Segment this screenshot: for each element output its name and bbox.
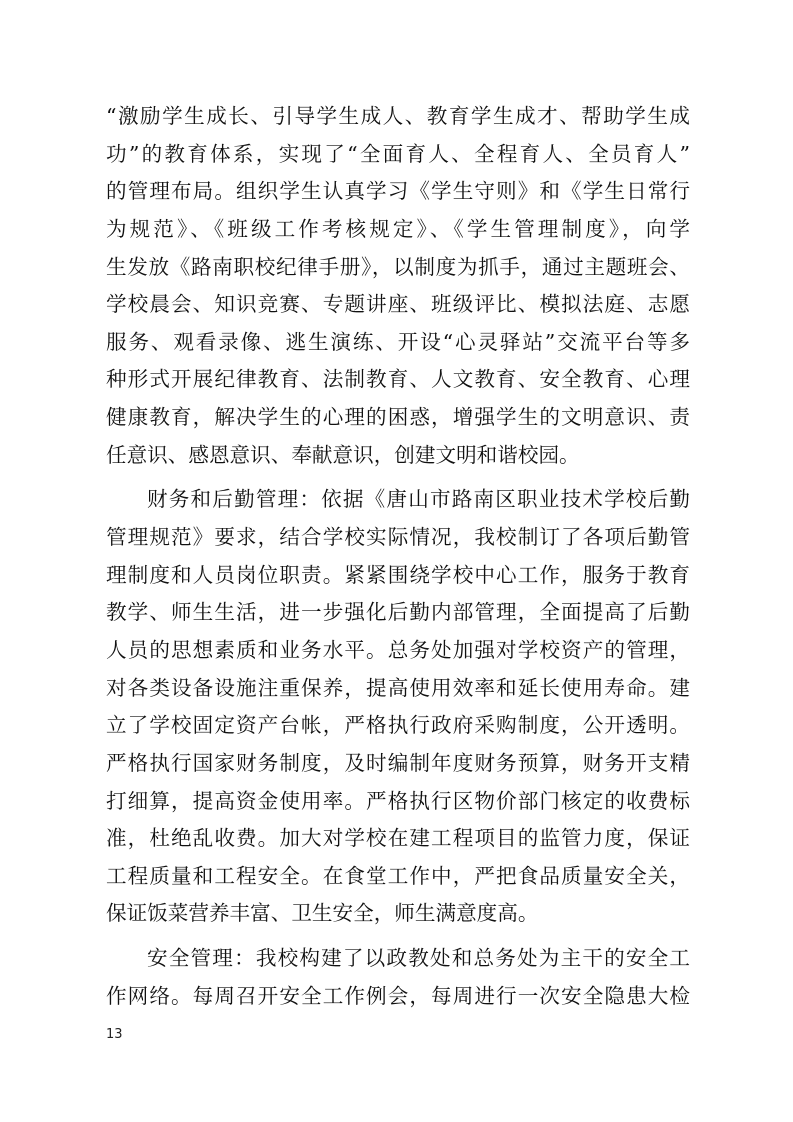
paragraph-safety-management bbox=[106, 940, 690, 1015]
text-line: 的管理布局。组织学生认真学习《学生守则》和《学生日常行 bbox=[106, 179, 690, 204]
text-line: 财务和后勤管理：依据《唐山市路南区职业技术学校后勤 bbox=[147, 487, 690, 512]
text-line: 安全管理：我校构建了以政教处和总务处为主干的安全工 bbox=[147, 946, 690, 971]
text-line: 种形式开展纪律教育、法制教育、人文教育、安全教育、心理 bbox=[106, 367, 690, 392]
text-line: 教学、师生生活，进一步强化后勤内部管理，全面提高了后勤 bbox=[106, 600, 690, 625]
text-line: 任意识、感恩意识、奉献意识，创建文明和谐校园。 bbox=[106, 442, 580, 467]
text-line: 生发放《路南职校纪律手册》，以制度为抓手，通过主题班会、 bbox=[106, 254, 690, 279]
text-line: 准，杜绝乱收费。加大对学校在建工程项目的监管力度，保证 bbox=[106, 826, 690, 851]
text-line: 学校晨会、知识竞赛、专题讲座、班级评比、模拟法庭、志愿 bbox=[106, 292, 690, 317]
page-number: 13 bbox=[106, 1027, 123, 1042]
paragraph-spacing bbox=[106, 933, 690, 940]
paragraph-student-management bbox=[106, 98, 690, 474]
text-line: 为规范》、《班级工作考核规定》、《学生管理制度》，向学 bbox=[106, 216, 690, 241]
text-line: 人员的思想素质和业务水平。总务处加强对学校资产的管理， bbox=[106, 637, 690, 662]
text-line: “激励学生成长、引导学生成人、教育学生成才、帮助学生成 bbox=[106, 104, 690, 128]
paragraph-finance-logistics bbox=[106, 481, 690, 933]
text-line: 对各类设备设施注重保养，提高使用效率和延长使用寿命。建 bbox=[106, 675, 690, 700]
text-line: 保证饭菜营养丰富、卫生安全，师生满意度高。 bbox=[106, 901, 539, 926]
text-line: 理制度和人员岗位职责。紧紧围绕学校中心工作，服务于教育 bbox=[106, 562, 690, 587]
text-line: 作网络。每周召开安全工作例会，每周进行一次安全隐患大检 bbox=[106, 983, 690, 1008]
text-line: 打细算，提高资金使用率。严格执行区物价部门核定的收费标 bbox=[106, 788, 690, 813]
text-line: 健康教育，解决学生的心理的困惑，增强学生的文明意识、责 bbox=[106, 405, 690, 430]
text-line: 立了学校固定资产台帐，严格执行政府采购制度，公开透明。 bbox=[106, 713, 690, 738]
paragraph-spacing bbox=[106, 474, 690, 481]
text-line: 管理规范》要求，结合学校实际情况，我校制订了各项后勤管 bbox=[106, 525, 690, 550]
text-line: 服务、观看录像、逃生演练、开设“心灵驿站”交流平台等多 bbox=[106, 329, 690, 354]
text-line: 严格执行国家财务制度，及时编制年度财务预算，财务开支精 bbox=[106, 750, 690, 775]
text-line: 工程质量和工程安全。在食堂工作中，严把食品质量安全关， bbox=[106, 863, 690, 888]
text-line: 功”的教育体系，实现了“全面育人、全程育人、全员育人” bbox=[106, 141, 690, 166]
document-body bbox=[106, 98, 690, 1015]
